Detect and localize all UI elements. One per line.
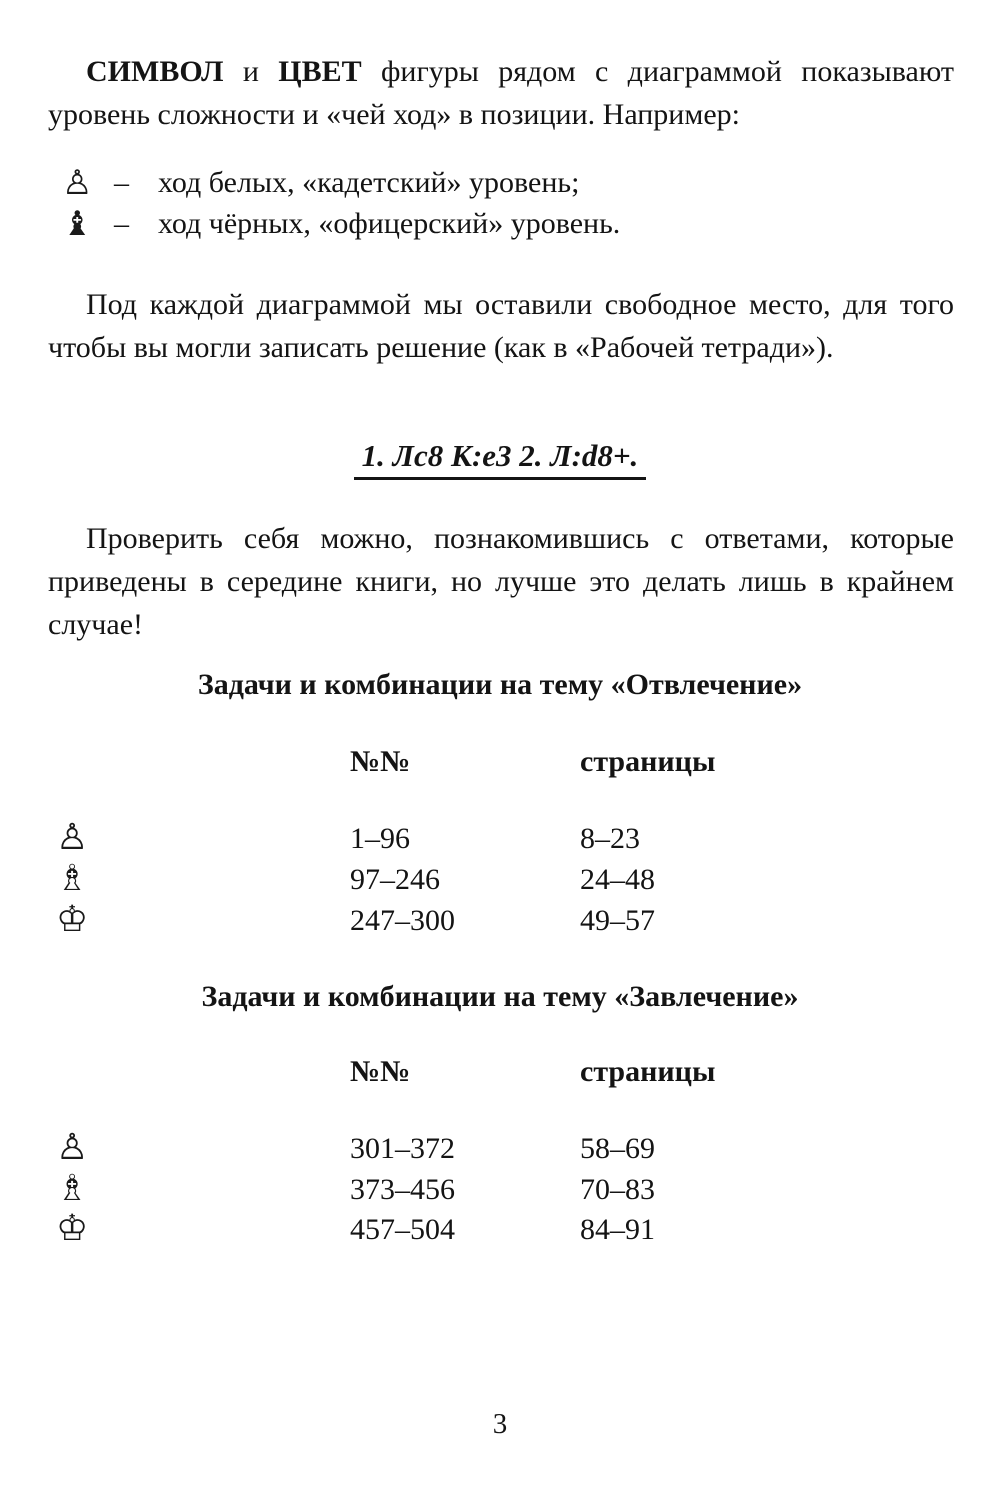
table-row bbox=[0, 858, 1000, 907]
row-numbers: 247–300 bbox=[350, 904, 455, 937]
legend-item-white bbox=[62, 163, 579, 203]
row-numbers: 301–372 bbox=[350, 1132, 455, 1165]
table-row bbox=[0, 899, 1000, 948]
white-king-icon: ♔ bbox=[56, 1208, 89, 1249]
table1-header-numbers: №№ bbox=[350, 745, 411, 778]
white-bishop-icon: ♗ bbox=[56, 1168, 89, 1209]
table1-header-pages: страницы bbox=[580, 745, 716, 778]
solution-text: 1. Лс8 К:е3 2. Л:d8+. bbox=[354, 438, 647, 480]
legend-label-black: ход чёрных, «офицерский» уровень. bbox=[158, 207, 621, 240]
section-title-otvlechenie: Задачи и комбинации на тему «Отвлечение» bbox=[197, 668, 803, 701]
intro-paragraph bbox=[48, 50, 954, 136]
row-pages: 84–91 bbox=[580, 1213, 655, 1246]
table-row bbox=[0, 817, 1000, 866]
page-number: 3 bbox=[492, 1408, 508, 1440]
row-numbers: 97–246 bbox=[350, 863, 440, 896]
row-pages: 70–83 bbox=[580, 1173, 655, 1206]
intro-rest-text: фигуры рядом с диаграммой показывают уровень сложности и «чей ход» в позиции. Например: bbox=[48, 55, 954, 131]
row-pages: 58–69 bbox=[580, 1132, 655, 1165]
legend-dash: – bbox=[114, 166, 129, 199]
section-title-zavlechenie: Задачи и комбинации на тему «Завлечение» bbox=[201, 980, 799, 1013]
row-numbers: 1–96 bbox=[350, 822, 410, 855]
black-bishop-icon: ♝ bbox=[62, 204, 93, 244]
table2-header bbox=[0, 1055, 1000, 1095]
legend-label-white: ход белых, «кадетский» уровень; bbox=[158, 166, 580, 199]
table-row bbox=[0, 1168, 1000, 1217]
intro-bold-symbol: СИМВОЛ bbox=[86, 55, 224, 88]
legend-dash: – bbox=[114, 207, 129, 240]
row-numbers: 373–456 bbox=[350, 1173, 455, 1206]
white-pawn-icon: ♙ bbox=[62, 163, 93, 203]
row-pages: 49–57 bbox=[580, 904, 655, 937]
white-pawn-icon: ♙ bbox=[56, 817, 89, 858]
table1-header bbox=[0, 745, 1000, 785]
row-pages: 24–48 bbox=[580, 863, 655, 896]
intro-mid-text: и bbox=[223, 55, 279, 88]
table-row bbox=[0, 1208, 1000, 1257]
legend-item-black bbox=[62, 204, 620, 244]
white-pawn-icon: ♙ bbox=[56, 1127, 89, 1168]
table2-header-pages: страницы bbox=[580, 1055, 716, 1088]
white-bishop-icon: ♗ bbox=[56, 858, 89, 899]
table-row bbox=[0, 1127, 1000, 1176]
workspace-paragraph: Под каждой диаграммой мы оставили свободное место, для того чтобы вы могли записать решение (как в «Рабочей тетради»). bbox=[48, 288, 954, 364]
row-numbers: 457–504 bbox=[350, 1213, 455, 1246]
white-king-icon: ♔ bbox=[56, 899, 89, 940]
intro-bold-color: ЦВЕТ bbox=[278, 55, 362, 88]
row-pages: 8–23 bbox=[580, 822, 640, 855]
solution-heading bbox=[0, 438, 1000, 480]
table2-header-numbers: №№ bbox=[350, 1055, 411, 1088]
answers-paragraph: Проверить себя можно, познакомившись с ответами, которые приведены в середине книги, но лучше это делать лишь в крайнем случае! bbox=[48, 522, 954, 641]
